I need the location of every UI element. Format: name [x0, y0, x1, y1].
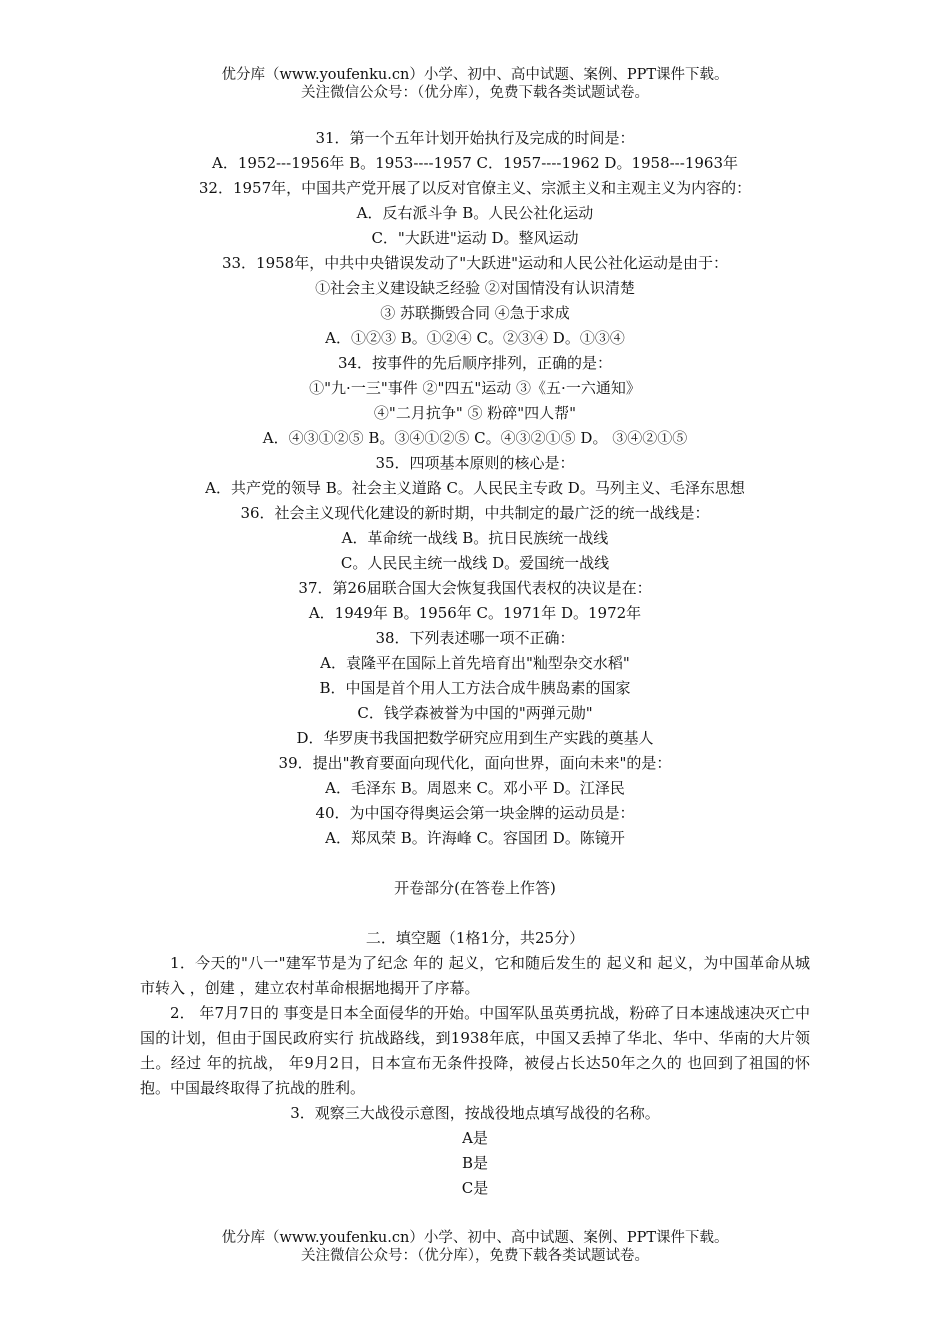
question-37: 37．第26届联合国大会恢复我国代表权的决议是在： — [298, 579, 652, 597]
question-32: 32．1957年，中国共产党开展了以反对官僚主义、宗派主义和主观主义为内容的： — [198, 179, 752, 197]
footer-line-2: 关注微信公众号：（优分库），免费下载各类试题试卷。 — [301, 1248, 649, 1264]
question-31: 31．第一个五年计划开始执行及完成的时间是： — [315, 129, 635, 147]
question-34-options: A．④③①②⑤ B。③④①②⑤ C。④③②①⑤ D。 ③④②①⑤ — [262, 429, 688, 447]
question-33-statements-2: ③ 苏联撕毁合同 ④急于求成 — [380, 304, 570, 322]
question-36-options-ab: A．革命统一战线 B。抗日民族统一战线 — [341, 529, 609, 547]
question-33-statements-1: ①社会主义建设缺乏经验 ②对国情没有认识清楚 — [315, 279, 635, 297]
question-39-options: A．毛泽东 B。周恩来 C。邓小平 D。江泽民 — [325, 779, 625, 797]
question-33-options: A．①②③ B。①②④ C。②③④ D。①③④ — [325, 329, 625, 347]
document-body — [140, 126, 810, 1201]
fill-blank-title: 二．填空题（1格1分，共25分） — [365, 929, 585, 947]
spacer — [140, 851, 810, 876]
question-38-option-b: B．中国是首个用人工方法合成牛胰岛素的国家 — [319, 679, 631, 697]
fill-question-3: 3．观察三大战役示意图，按战役地点填写战役的名称。 — [290, 1104, 660, 1122]
question-40-options: A．郑凤荣 B。许海峰 C。容国团 D。陈镜开 — [325, 829, 625, 847]
question-34-events-1: ①"九·一三"事件 ②"四五"运动 ③《五·一六通知》 — [309, 379, 641, 397]
open-section-heading: 开卷部分(在答卷上作答) — [394, 879, 556, 897]
question-36: 36．社会主义现代化建设的新时期，中共制定的最广泛的统一战线是： — [240, 504, 710, 522]
question-34: 34．按事件的先后顺序排列，正确的是： — [337, 354, 613, 372]
question-35-options: A．共产党的领导 B。社会主义道路 C。人民民主专政 D。马列主义、毛泽东思想 — [205, 479, 745, 497]
question-34-events-2: ④"二月抗争" ⑤ 粉碎"四人帮" — [373, 404, 577, 422]
question-38-option-a: A．袁隆平在国际上首先培育出"籼型杂交水稻" — [320, 654, 630, 672]
footer-line-1: 优分库（www.youfenku.cn）小学、初中、高中试题、案例、PPT课件下载。 — [221, 1230, 729, 1246]
header-line-1: 优分库（www.youfenku.cn）小学、初中、高中试题、案例、PPT课件下载。 — [221, 67, 729, 83]
header-line-2: 关注微信公众号：（优分库），免费下载各类试题试卷。 — [301, 85, 649, 101]
question-35: 35．四项基本原则的核心是： — [375, 454, 575, 472]
page-footer — [0, 1229, 950, 1265]
fill-question-3-c: C是 — [461, 1179, 489, 1197]
fill-question-3-a: A是 — [462, 1129, 488, 1147]
question-32-options-ab: A．反右派斗争 B。人民公社化运动 — [356, 204, 594, 222]
question-38-option-d: D．华罗庚书我国把数学研究应用到生产实践的奠基人 — [296, 729, 654, 747]
question-38-option-c: C．钱学森被誉为中国的"两弹元勋" — [357, 704, 593, 722]
page-header — [0, 66, 950, 102]
spacer — [140, 901, 810, 926]
question-31-options: A．1952---1956年 B。1953----1957 C．1957----1962 D。1958---1963年 — [211, 154, 738, 172]
fill-question-2: 2． 年7月7日的 事变是日本全面侵华的开始。中国军队虽英勇抗战，粉碎了日本速战速决灭亡中国的计划，但由于国民政府实行 抗战路线，到1938年底，中国又丢掉了华北、华中、华南的大片领土。经过 年的抗战， 年9月2日，日本宣布无条件投降，被侵占长达50年之久的 也回到了祖国的怀抱。中国最终取得了抗战的胜利。 — [140, 1004, 810, 1097]
question-32-options-cd: C．"大跃进"运动 D。整风运动 — [371, 229, 579, 247]
question-37-options: A．1949年 B。1956年 C。1971年 D。1972年 — [308, 604, 642, 622]
question-36-options-cd: C。人民民主统一战线 D。爱国统一战线 — [340, 554, 610, 572]
question-33: 33．1958年，中共中央错误发动了"大跃进"运动和人民公社化运动是由于： — [221, 254, 729, 272]
question-38: 38．下列表述哪一项不正确： — [375, 629, 575, 647]
fill-question-1: 1．今天的"八一"建军节是为了纪念 年的 起义，它和随后发生的 起义和 起义，为中国革命从城市转入 ，创建 ，建立农村革命根据地揭开了序幕。 — [140, 954, 810, 997]
question-39: 39．提出"教育要面向现代化，面向世界，面向未来"的是： — [278, 754, 672, 772]
fill-question-3-b: B是 — [461, 1154, 489, 1172]
question-40: 40．为中国夺得奥运会第一块金牌的运动员是： — [315, 804, 635, 822]
